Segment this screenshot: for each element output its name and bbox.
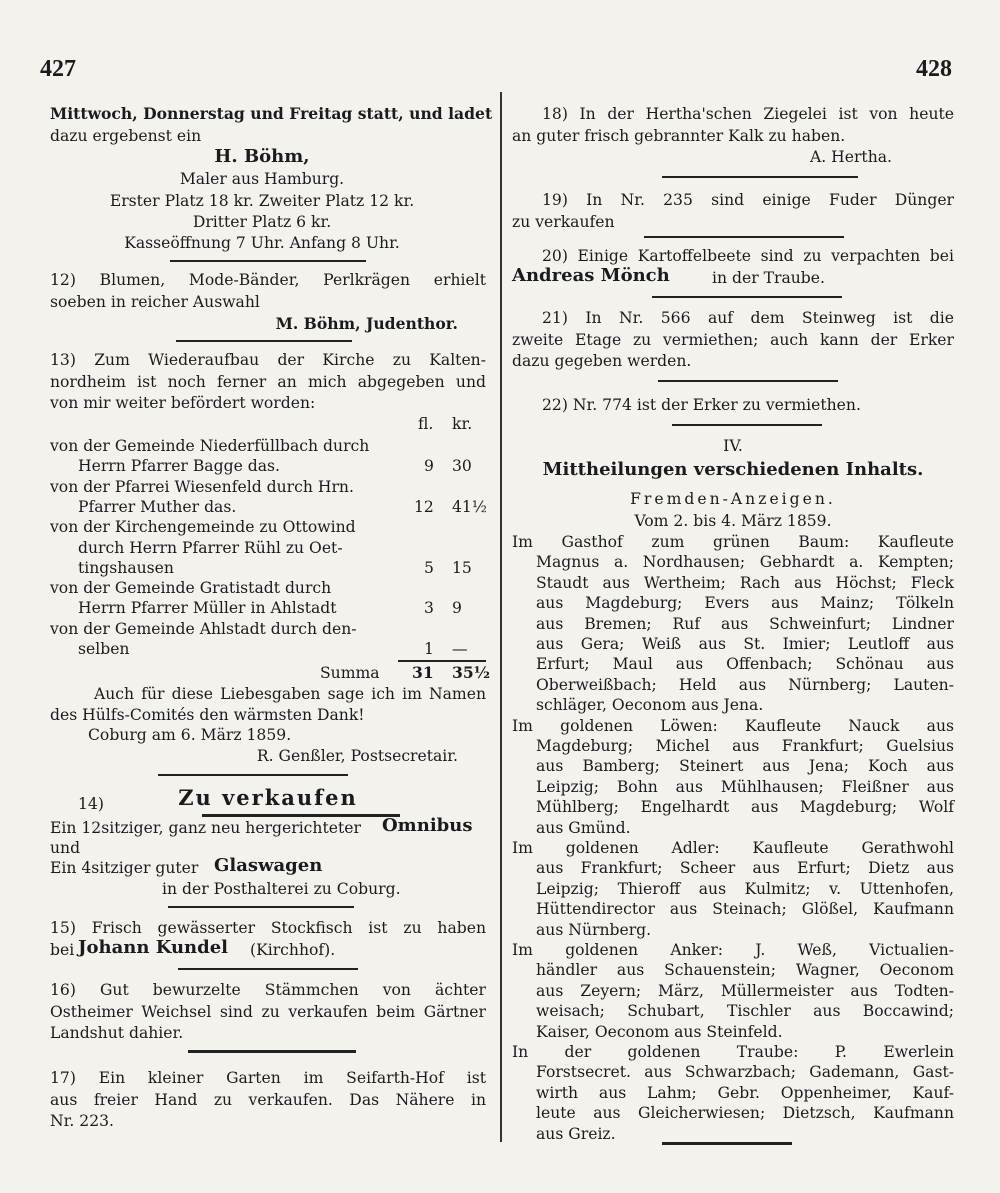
ad-line: 12) Blumen, Mode-Bänder, Perlkrägen erhielt [50,271,486,289]
donation-row-fl: 12 [414,497,434,516]
signature-name: H. Böhm, [214,146,310,167]
donation-row-text: von der Gemeinde Niederfüllbach durch [50,437,370,455]
separator [176,340,352,342]
visitor-line: leute aus Gleicherwiesen; Dietzsch, Kaufmann [536,1104,954,1123]
ad-line: 19) In Nr. 235 sind einige Fuder Dünger [542,191,954,209]
visitor-line: Magnus a. Nordhausen; Gebhardt a. Kempten; [536,553,954,572]
visitor-line: Kaiser, Oeconom aus Steinfeld. [536,1022,783,1041]
hotel-entry-line: Im goldenen Anker: J. Weß, Victualien- [512,941,954,959]
ad-line: 20) Einige Kartoffelbeete sind zu verpachten bei [542,247,954,265]
donation-row-text: selben [78,640,130,658]
donation-row-text: von der Kirchengemeinde zu Ottowind [50,518,356,537]
thanks-line: Auch für diese Liebesgaben sage ich im Namen [94,685,486,703]
visitor-line: schläger, Oeconom aus Jena. [536,696,764,715]
thanks-line: des Hülfs-Comités den wärmsten Dank! [50,706,365,724]
sum-kr: 35½ [452,663,490,682]
ad-line: Ein 4sitziger guter [50,859,199,877]
donation-row-fl: 9 [424,457,434,476]
visitor-line: Oberweißbach; Held aus Nürnberg; Lauten- [536,675,954,694]
ad-line: zweite Etage zu vermiethen; auch kann der Erker [512,331,954,349]
section-subtitle: Fremden-Anzeigen. [630,490,836,508]
ad-line: 22) Nr. 774 ist der Erker zu vermiethen. [542,396,861,414]
ad-line: 21) In Nr. 566 auf dem Steinweg ist die [542,309,954,327]
section-roman: IV. [723,437,743,455]
separator [658,380,838,382]
ad-line: nordheim ist noch ferner an mich abgegeben und [50,373,486,391]
hotel-entry-line: Im goldenen Adler: Kaufleute Gerathwohl [512,839,954,857]
ad-line: Ein 12sitziger, ganz neu hergerichteter [50,819,361,837]
separator [644,236,844,238]
visitor-line: aus Zeyern; März, Müllermeister aus Todten- [536,981,954,1000]
ad-line: in der Posthalterei zu Coburg. [162,880,401,898]
ad-line: Ostheimer Weichsel sind zu verkaufen beim Gärtner [50,1003,486,1021]
hotel-entry-line: Im goldenen Löwen: Kaufleute Nauck aus [512,716,954,735]
donation-row-text: Herrn Pfarrer Müller in Ahlstadt [78,599,337,618]
separator [178,968,358,970]
visitor-line: aus Nürnberg. [536,920,652,939]
separator [168,906,354,908]
page-number-right: 428 [916,56,952,82]
ad-line: bei [50,941,75,959]
visitor-line: Staudt aus Wertheim; Rach aus Höchst; Fleck [536,573,954,592]
ad-line: aus freier Hand zu verkaufen. Das Nähere in [50,1091,486,1109]
price-line: Dritter Platz 6 kr. [192,213,332,231]
visitor-line: Leipzig; Bohn aus Mühlhausen; Fleißner aus [536,777,954,796]
donation-row-fl: 5 [424,558,434,577]
donation-row-text: Herrn Pfarrer Bagge das. [78,457,280,476]
ad-line: Landshut dahier. [50,1024,184,1042]
visitor-line: aus Bremen; Ruf aus Schweinfurt; Lindner [536,614,954,633]
donation-row-text: von der Gemeinde Gratistadt durch [50,579,332,598]
visitor-line: Hüttendirector aus Steinach; Glößel, Kaufmann [536,900,954,919]
visitor-line: aus Frankfurt; Scheer aus Erfurt; Dietz aus [536,859,954,878]
price-line: Erster Platz 18 kr. Zweiter Platz 12 kr. [109,192,415,210]
heading-underline [202,814,400,817]
ad-keyword: Omnibus [382,815,473,836]
donation-row-text: Pfarrer Muther das. [78,497,237,516]
ad-signature: R. Genßler, Postsecretair. [256,747,458,765]
table-header-fl: fl. [418,415,434,433]
end-rule [662,1142,792,1145]
ad-line: soeben in reicher Auswahl [50,293,260,311]
times-line: Kasseöffnung 7 Uhr. Anfang 8 Uhr. [124,234,400,252]
ad-line: 13) Zum Wiederaufbau der Kirche zu Kalten- [50,351,486,369]
donation-row-kr: 41½ [452,497,487,516]
visitor-line: aus Greiz. [536,1124,616,1143]
ad-line: Nr. 223. [50,1112,115,1130]
hotel-entry-line: In der goldenen Traube: P. Ewerlein [512,1043,954,1061]
separator [672,424,822,426]
visitor-line: aus Gmünd. [536,818,631,837]
ad-line: 17) Ein kleiner Garten im Seifarth-Hof ist [50,1069,486,1087]
ad-line: in der Traube. [712,269,825,287]
ad-signature: M. Böhm, Judenthor. [275,314,458,333]
section-title: Mittheilungen verschiedenen Inhalts. [542,459,924,480]
donation-row-fl: 1 [424,640,434,658]
separator [652,296,842,298]
date-line: Coburg am 6. März 1859. [88,726,292,744]
column-divider [500,92,502,1142]
visitor-line: händler aus Schauenstein; Wagner, Oeconom [536,961,954,980]
visitor-line: Leipzig; Thieroff aus Kulmitz; v. Uttenhofen, [536,879,954,898]
donation-row-kr: 30 [452,457,472,476]
ad-signature: A. Hertha. [809,148,892,166]
ad-name: Johann Kundel [78,937,229,958]
visitor-line: Magdeburg; Michel aus Frankfurt; Guelsius [536,737,954,755]
intro-line: Mittwoch, Donnerstag und Freitag statt, und ladet [50,104,493,123]
separator [170,260,366,262]
ad-name: Andreas Mönch [512,265,670,286]
visitor-line: Erfurt; Maul aus Offenbach; Schönau aus [536,655,954,674]
visitor-line: aus Bamberg; Steinert aus Jena; Koch aus [536,757,954,776]
donation-row-text: von der Gemeinde Ahlstadt durch den- [50,619,357,638]
table-header-kr: kr. [452,415,473,433]
donation-row-kr: 9 [452,599,462,618]
ad-number: 14) [78,795,104,813]
section-dates: Vom 2. bis 4. März 1859. [634,512,832,530]
ad-line: von mir weiter befördert worden: [50,394,316,412]
ad-heading: Zu verkaufen [178,785,358,810]
sum-fl: 31 [412,663,434,682]
hotel-entry-line: Im Gasthof zum grünen Baum: Kaufleute [512,533,954,551]
visitor-line: weisach; Schubart, Tischler aus Boccawind; [536,1002,954,1021]
ad-line: und [50,839,81,857]
donation-row-fl: 3 [424,599,434,618]
visitor-line: Forstsecret. aus Schwarzbach; Gademann, Gast- [536,1063,954,1082]
donation-row-text: von der Pfarrei Wiesenfeld durch Hrn. [50,477,354,496]
ad-keyword: Glaswagen [214,855,323,876]
donation-row-kr: 15 [452,558,472,577]
ad-line: zu verkaufen [512,213,615,231]
intro-line: dazu ergebenst ein [50,127,202,145]
ad-line: an guter frisch gebrannter Kalk zu haben. [512,127,846,145]
visitor-line: Mühlberg; Engelhardt aus Magdeburg; Wolf [536,798,954,817]
ad-line: (Kirchhof). [250,941,336,959]
page-number-left: 427 [40,56,76,82]
separator [158,774,348,776]
ad-line: 18) In der Hertha'schen Ziegelei ist von heute [542,105,954,123]
sum-label: Summa [320,664,380,682]
donation-row-text: tingshausen [78,558,174,577]
visitor-line: wirth aus Lahm; Gebr. Oppenheimer, Kauf- [536,1083,954,1102]
ad-line: 15) Frisch gewässerter Stockfisch ist zu haben [50,919,486,937]
separator [188,1050,356,1053]
visitor-line: aus Gera; Weiß aus St. Imier; Leutloff aus [536,635,954,653]
ad-line: dazu gegeben werden. [512,352,692,370]
signature-sub: Maler aus Hamburg. [179,170,345,188]
separator [662,176,858,178]
ad-line: 16) Gut bewurzelte Stämmchen von ächter [50,981,486,999]
donation-row-text: durch Herrn Pfarrer Rühl zu Oet- [78,538,343,557]
sum-rule [398,660,486,662]
visitor-line: aus Magdeburg; Evers aus Mainz; Tölkeln [536,594,954,613]
donation-row-kr: — [452,640,468,658]
